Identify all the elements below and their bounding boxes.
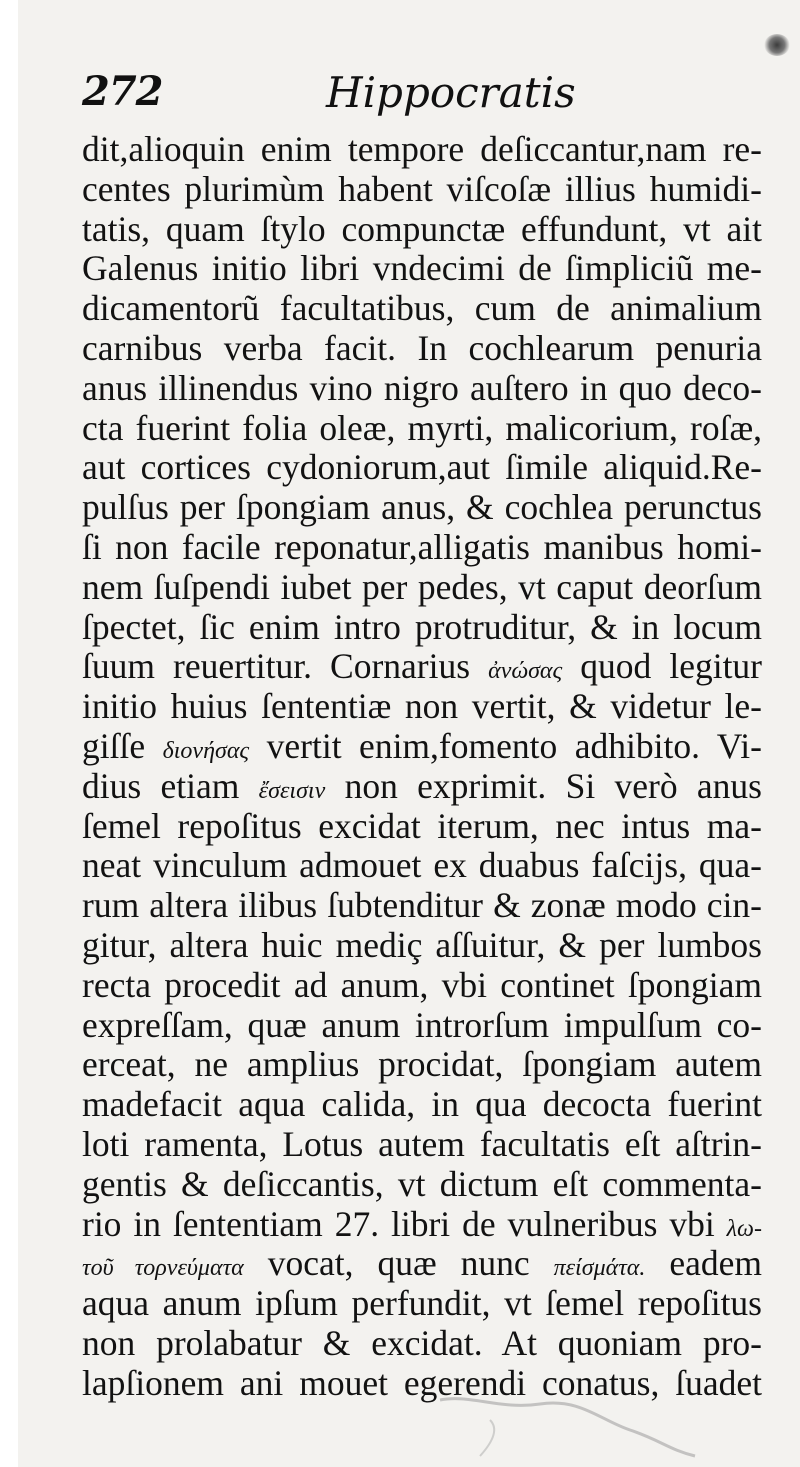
ink-spot bbox=[764, 34, 790, 56]
body-text bbox=[82, 130, 762, 1404]
text-line bbox=[82, 647, 762, 687]
text-line: ſemel repoſitus excidat iterum, nec intus ma- bbox=[82, 805, 762, 846]
text-line: erceat, ne amplius procidat, ſpongiam autem bbox=[82, 1044, 762, 1085]
text-line: gitur, altera huic mediç aſſuitur, & per lumbos bbox=[82, 924, 762, 965]
text-line: madefacit aqua calida, in qua decocta fuerint bbox=[82, 1084, 762, 1125]
text-line: neat vinculum admouet ex duabus faſcijs, qua- bbox=[82, 845, 762, 886]
text-line: nem ſuſpendi iubet per pedes, vt caput deorſum bbox=[82, 566, 762, 607]
text-line bbox=[82, 767, 762, 807]
text-fragment: eadem bbox=[645, 1243, 763, 1284]
text-line: lapſionem ani mouet egerendi conatus, ſuadet bbox=[82, 1362, 762, 1403]
text-fragment: quod legitur bbox=[562, 646, 763, 687]
text-line: loti ramenta, Lotus autem facultatis eſt aſtrin- bbox=[82, 1123, 762, 1164]
text-line: cta fuerint folia oleæ, myrti, malicorium, roſæ, bbox=[82, 407, 762, 448]
text-line: gentis & deſiccantis, vt dictum eſt commenta- bbox=[82, 1163, 762, 1204]
text-line: non prolabatur & excidat. At quoniam pro- bbox=[82, 1322, 762, 1363]
text-line: anus illinendus vino nigro auſtero in quo deco- bbox=[82, 367, 762, 408]
greek-word: τοῦ τορνεύματα bbox=[82, 1255, 244, 1282]
text-line: expreſſam, quæ anum introrſum impulſum co- bbox=[82, 1004, 762, 1045]
text-fragment: dius etiam bbox=[82, 765, 259, 806]
page-number: 272 bbox=[82, 68, 163, 115]
greek-word: διονήσας bbox=[162, 737, 250, 764]
greek-word: ἔσεισιν bbox=[258, 777, 326, 804]
text-line bbox=[82, 1244, 762, 1284]
text-line: initio huius ſententiæ non vertit, & videtur le- bbox=[82, 686, 762, 727]
text-line: pulſus per ſpongiam anus, & cochlea perunctus bbox=[82, 487, 762, 528]
text-fragment: non exprimit. Si verò anus bbox=[325, 765, 762, 806]
text-line: ſpectet, ſic enim intro protruditur, & in locum bbox=[82, 606, 762, 647]
text-line: centes plurimùm habent viſcoſæ illius humidi- bbox=[82, 168, 762, 209]
running-title: Hippocratis bbox=[326, 68, 576, 117]
paper-stain bbox=[430, 1390, 710, 1460]
greek-word: ἀνώσας bbox=[488, 658, 563, 685]
text-line: Galenus initio libri vndecimi de ſimpliciũ me- bbox=[82, 248, 762, 289]
text-line: aqua anum ipſum perfundit, vt ſemel repoſitus bbox=[82, 1283, 762, 1324]
greek-word: λω- bbox=[726, 1215, 762, 1242]
text-line: rum altera ilibus ſubtenditur & zonæ modo cin- bbox=[82, 885, 762, 926]
text-line: aut cortices cydoniorum,aut ſimile aliquid.Re- bbox=[82, 447, 762, 488]
text-line: carnibus verba facit. In cochlearum penuria bbox=[82, 327, 762, 368]
text-line: recta procedit ad anum, vbi continet ſpongiam bbox=[82, 964, 762, 1005]
text-fragment: vocat, quæ nunc bbox=[243, 1243, 554, 1284]
text-fragment: vertit enim,fomento adhibito. Vi- bbox=[249, 725, 762, 766]
page-header bbox=[82, 68, 742, 128]
scan-margin bbox=[0, 0, 18, 1467]
text-line: dicamentorũ facultatibus, cum de animalium bbox=[82, 288, 762, 329]
text-line bbox=[82, 1205, 762, 1245]
text-fragment: rio in ſententiam 27. libri de vulneribus vbi bbox=[82, 1203, 727, 1244]
text-line: tatis, quam ſtylo compunctæ effundunt, vt ait bbox=[82, 208, 762, 249]
text-fragment: ſuum reuertitur. bbox=[82, 646, 312, 687]
text-line: dit,alioquin enim tempore deſiccantur,nam re- bbox=[82, 129, 762, 169]
text-fragment: Cornarius bbox=[330, 646, 489, 687]
text-fragment: giſſe bbox=[82, 725, 163, 766]
greek-word: πείσμάτα. bbox=[553, 1255, 646, 1282]
text-line bbox=[82, 727, 762, 767]
text-line: ſi non facile reponatur,alligatis manibus homi- bbox=[82, 526, 762, 567]
